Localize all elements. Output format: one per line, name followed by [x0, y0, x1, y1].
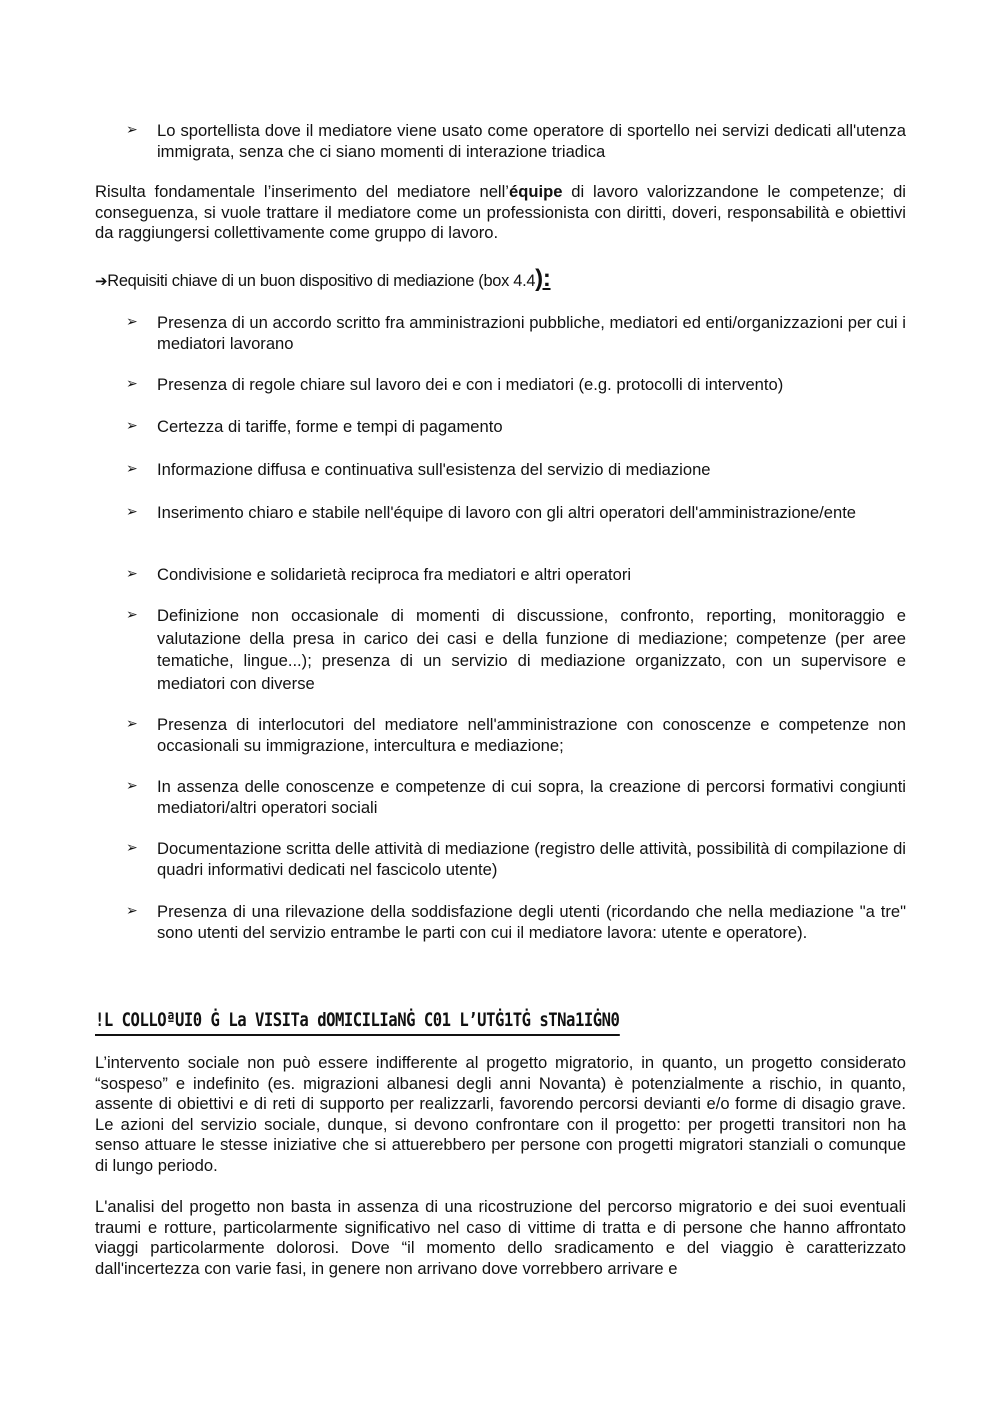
arrowhead-bullet-icon: ➢	[126, 376, 138, 392]
paragraph-equipe-start: Risulta fondamentale l’inserimento del mediatore nell’	[95, 182, 509, 201]
requirement-text: Inserimento chiaro e stabile nell'équipe di lavoro con gli altri operatori dell'amministrazione/ente	[157, 503, 857, 522]
intro-bullet-text: Lo sportellista dove il mediatore viene usato come operatore di sportello nei servizi dedicati all'utenza immigrata, senza che ci siano momenti di interazione triadica	[157, 121, 906, 161]
requirement-text: Informazione diffusa e continuativa sull'esistenza del servizio di mediazione	[157, 460, 711, 479]
requirement-item	[126, 564, 906, 585]
paragraph-equipe-end: di lavoro valorizzandone le competenze; di conseguenza, si vuole trattare il mediatore come un professionista con diritti, doveri, responsabilità e obiettivi da raggiungersi collettivamente come gruppo di lavoro.	[95, 182, 906, 243]
requirement-item	[126, 838, 906, 880]
paragraph-intervento: L’intervento sociale non può essere indifferente al progetto migratorio, in quanto, un progetto considerato “sospeso” e indefinito (es. migrazioni albanesi degli anni Novanta) è potenzialmente a rischio, in quanto, assente di obiettivi e di reti di supporto per realizzarli, favorendo percorsi devianti e/o forme di disagio grave. Le azioni del servizio sociale, dunque, si devono confrontare con il progetto: per progetti transitori non ha senso attuare le stesse iniziative che si attuerebbero per persone con progetti migratori stanziali o comunque di lungo periodo.	[95, 1053, 906, 1175]
requirement-text: Documentazione scritta delle attività di mediazione (registro delle attività, possibilità di compilazione di quadri informativi dedicati nel fascicolo utente)	[157, 839, 906, 879]
requirement-text: Certezza di tariffe, forme e tempi di pagamento	[157, 417, 503, 436]
requirement-text: Definizione non occasionale di momenti di discussione, confronto, reporting, monitoraggio e valutazione della presa in carico dei casi e della funzione di mediazione; competenze (per aree tematiche, lingue...); presenza di un servizio di mediazione organizzato, con un supervisore e mediatori con diverse	[157, 606, 906, 693]
requirements-close: ):	[535, 265, 551, 292]
arrowhead-bullet-icon: ➢	[126, 903, 138, 919]
requirement-item	[126, 714, 906, 756]
requirement-item	[126, 312, 906, 354]
arrowhead-bullet-icon: ➢	[126, 461, 138, 477]
requirement-text: Presenza di regole chiare sul lavoro dei e con i mediatori (e.g. protocolli di intervento)	[157, 375, 784, 394]
requirement-item	[126, 901, 906, 943]
paragraph-equipe	[95, 182, 906, 244]
requirement-text: Presenza di un accordo scritto fra amministrazioni pubbliche, mediatori ed enti/organizzazioni per cui i mediatori lavorano	[157, 313, 906, 353]
requirement-item	[126, 416, 906, 437]
intro-bullet	[126, 120, 906, 162]
paragraph-equipe-bold: équipe	[509, 182, 563, 201]
requirement-text: Presenza di interlocutori del mediatore nell'amministrazione con conoscenze e competenze non occasionali su immigrazione, intercultura e mediazione;	[157, 715, 906, 755]
arrowhead-bullet-icon: ➢	[126, 418, 138, 434]
requirement-item	[126, 502, 906, 523]
requirement-item	[126, 374, 906, 395]
heading-underline	[95, 1034, 619, 1036]
requirements-heading	[95, 265, 906, 292]
requirement-item	[126, 459, 906, 480]
arrowhead-bullet-icon: ➢	[126, 122, 138, 138]
requirements-label: Requisiti chiave di un buon dispositivo di mediazione (box 4.4	[107, 272, 536, 290]
requirement-item	[126, 776, 906, 818]
arrowhead-bullet-icon: ➢	[126, 566, 138, 582]
arrowhead-bullet-icon: ➢	[126, 716, 138, 732]
requirement-text: Condivisione e solidarietà reciproca fra mediatori e altri operatori	[157, 565, 632, 584]
section-heading	[95, 1006, 619, 1034]
right-arrow-icon: ➔	[95, 272, 108, 290]
paragraph-analisi: L'analisi del progetto non basta in assenza di una ricostruzione del percorso migratorio e dei suoi eventuali traumi e rotture, particolarmente significativo nel caso di vittime di tratta e di persone che hanno affrontato viaggi particolarmente dolorosi. Dove “il momento dello sradicamento e del viaggio è caratterizzato dall'incertezza con varie fasi, in genere non arrivano dove vorrebbero arrivare e	[95, 1197, 906, 1278]
requirement-text: Presenza di una rilevazione della soddisfazione degli utenti (ricordando che nella mediazione "a tre" sono utenti del servizio entrambe le parti con cui il mediatore lavora: utente e operatore).	[157, 902, 906, 942]
arrowhead-bullet-icon: ➢	[126, 840, 138, 856]
arrowhead-bullet-icon: ➢	[126, 504, 138, 520]
arrowhead-bullet-icon: ➢	[126, 778, 138, 794]
requirement-text: In assenza delle conoscenze e competenze di cui sopra, la creazione di percorsi formativi congiunti mediatori/altri operatori sociali	[157, 777, 906, 817]
section-heading-text: !L COLLOªUI0 Ġ La VISITa dOMICILIaNĠ C01 L’UTĠ1TĠ sTNa1IĠN0	[95, 1009, 620, 1031]
arrowhead-bullet-icon: ➢	[126, 607, 138, 623]
arrowhead-bullet-icon: ➢	[126, 314, 138, 330]
requirement-item	[126, 605, 906, 695]
